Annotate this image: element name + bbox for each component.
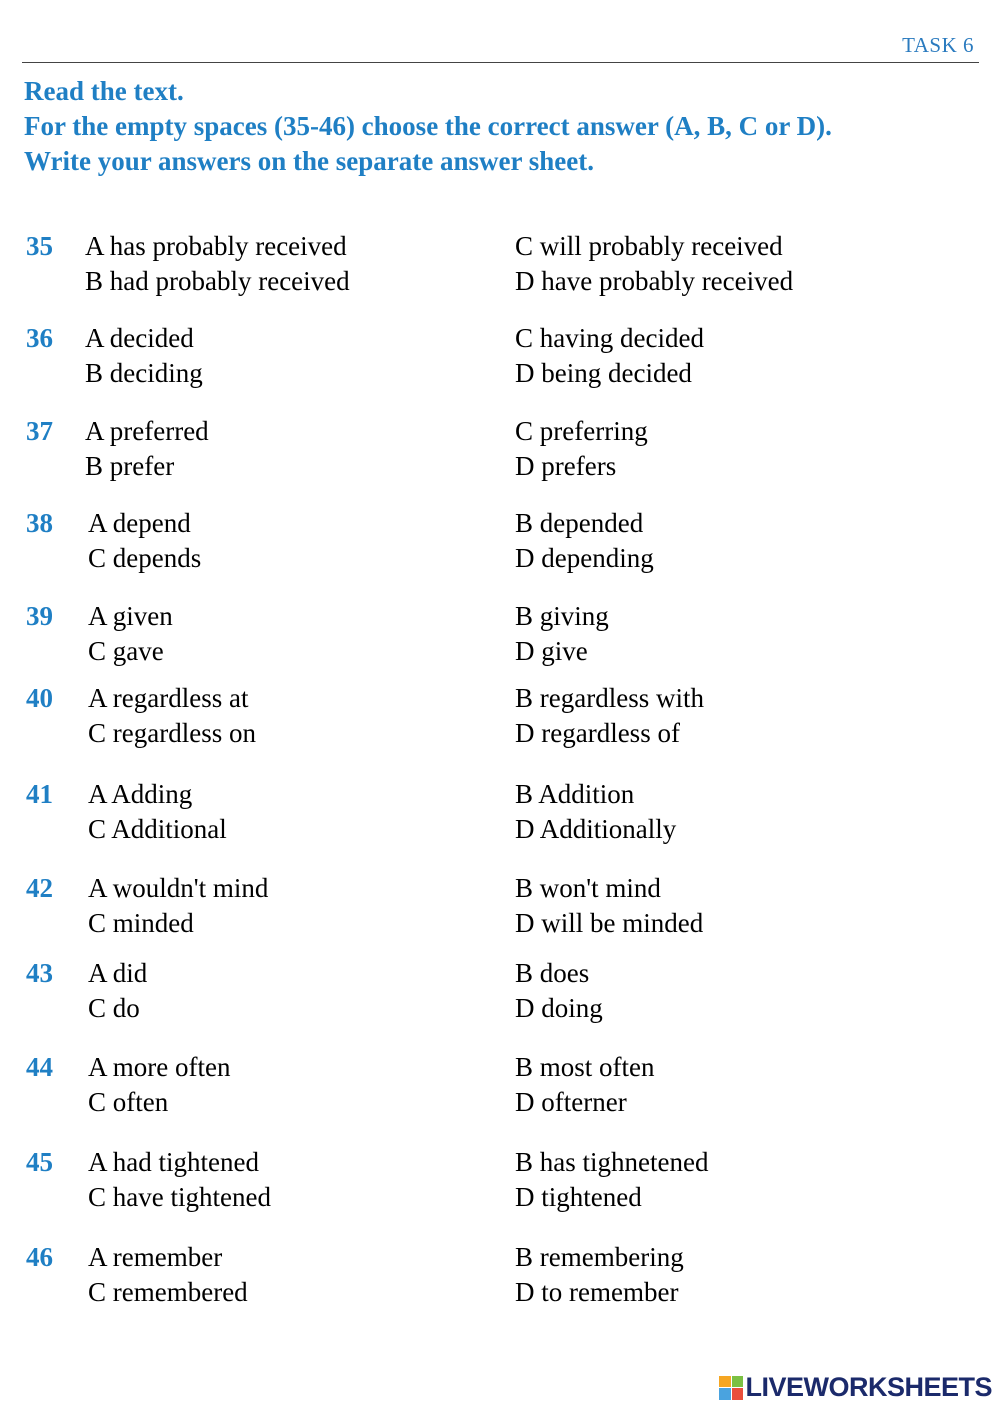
option: D being decided xyxy=(515,358,692,388)
question-40 xyxy=(0,681,1000,753)
question-number: 38 xyxy=(26,508,53,538)
question-number: 35 xyxy=(26,231,53,261)
question-45 xyxy=(0,1145,1000,1217)
option: D ofterner xyxy=(515,1087,627,1117)
option: A wouldn't mind xyxy=(88,873,269,903)
option: C do xyxy=(88,993,140,1023)
option: D tightened xyxy=(515,1182,642,1212)
option: B Addition xyxy=(515,779,635,809)
option: C often xyxy=(88,1087,169,1117)
question-38 xyxy=(0,506,1000,578)
option: B prefer xyxy=(85,451,175,481)
option: A depend xyxy=(88,508,191,538)
option: A Adding xyxy=(88,779,193,809)
instruction-line: Write your answers on the separate answer sheet. xyxy=(24,146,594,176)
question-number: 46 xyxy=(26,1242,53,1272)
option: C preferring xyxy=(515,416,648,446)
question-number: 39 xyxy=(26,601,53,631)
question-number: 42 xyxy=(26,873,53,903)
question-44 xyxy=(0,1050,1000,1122)
instructions xyxy=(24,74,980,179)
option: B regardless with xyxy=(515,683,704,713)
logo-mark-icon xyxy=(719,1376,743,1400)
option: C having decided xyxy=(515,323,704,353)
option: D doing xyxy=(515,993,603,1023)
question-number: 41 xyxy=(26,779,53,809)
option: A decided xyxy=(85,323,194,353)
option: B giving xyxy=(515,601,609,631)
question-number: 40 xyxy=(26,683,53,713)
option: D prefers xyxy=(515,451,617,481)
liveworksheets-logo xyxy=(719,1372,992,1403)
option: B had probably received xyxy=(85,266,350,296)
option: D to remember xyxy=(515,1277,679,1307)
question-36 xyxy=(0,321,1000,393)
option: A has probably received xyxy=(85,231,347,261)
option: C remembered xyxy=(88,1277,248,1307)
option: A remember xyxy=(88,1242,223,1272)
option: A did xyxy=(88,958,148,988)
question-35 xyxy=(0,229,1000,301)
task-label: TASK 6 xyxy=(902,33,974,57)
logo-text: LIVEWORKSHEETS xyxy=(745,1372,992,1402)
question-37 xyxy=(0,414,1000,486)
option: D Additionally xyxy=(515,814,677,844)
option: C depends xyxy=(88,543,202,573)
option: C have tightened xyxy=(88,1182,271,1212)
option: A given xyxy=(88,601,173,631)
question-46 xyxy=(0,1240,1000,1312)
question-number: 37 xyxy=(26,416,53,446)
option: B does xyxy=(515,958,590,988)
instruction-line: For the empty spaces (35-46) choose the correct answer (A, B, C or D). xyxy=(24,111,832,141)
option: A preferred xyxy=(85,416,209,446)
option: D depending xyxy=(515,543,654,573)
option: C Additional xyxy=(88,814,227,844)
option: B remembering xyxy=(515,1242,684,1272)
option: B deciding xyxy=(85,358,203,388)
option: D regardless of xyxy=(515,718,680,748)
option: B depended xyxy=(515,508,644,538)
option: C will probably received xyxy=(515,231,783,261)
option: D have probably received xyxy=(515,266,794,296)
question-number: 44 xyxy=(26,1052,53,1082)
option: B won't mind xyxy=(515,873,661,903)
option: A more often xyxy=(88,1052,231,1082)
question-41 xyxy=(0,777,1000,849)
question-42 xyxy=(0,871,1000,943)
option: C minded xyxy=(88,908,194,938)
option: B most often xyxy=(515,1052,655,1082)
option: A regardless at xyxy=(88,683,249,713)
option: B has tighnetened xyxy=(515,1147,709,1177)
question-number: 36 xyxy=(26,323,53,353)
instruction-line: Read the text. xyxy=(24,76,184,106)
question-number: 45 xyxy=(26,1147,53,1177)
option: D give xyxy=(515,636,588,666)
option: D will be minded xyxy=(515,908,704,938)
option: C gave xyxy=(88,636,164,666)
option: C regardless on xyxy=(88,718,256,748)
question-43 xyxy=(0,956,1000,1028)
question-number: 43 xyxy=(26,958,53,988)
question-39 xyxy=(0,599,1000,671)
header-divider xyxy=(22,62,979,63)
option: A had tightened xyxy=(88,1147,259,1177)
